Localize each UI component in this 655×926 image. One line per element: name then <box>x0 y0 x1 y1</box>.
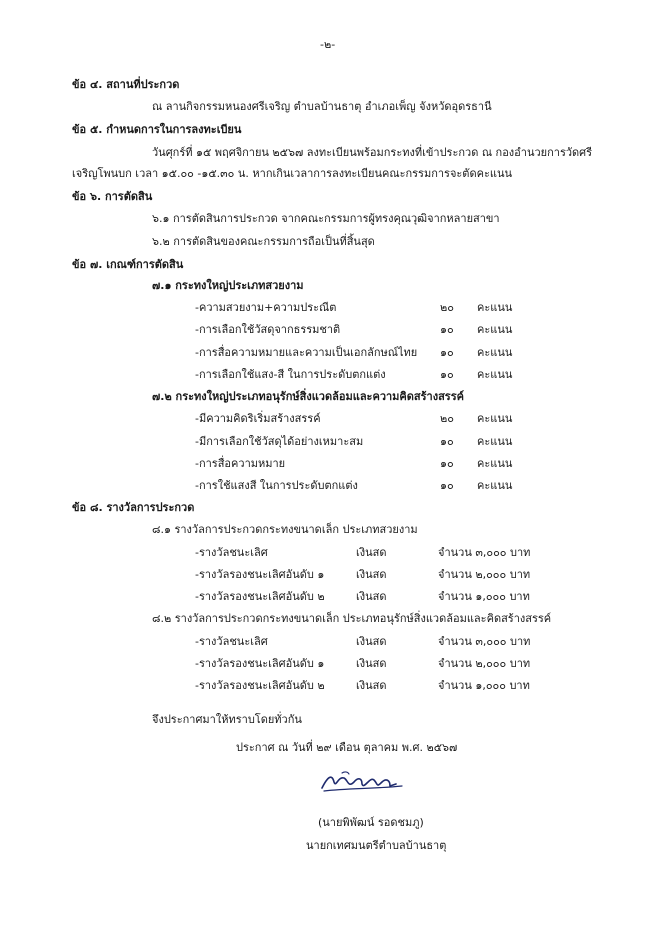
criteria-group-title: ๗.๒ กระทงใหญ่ประเภทอนุรักษ์สิ่งแวดล้อมและความคิดสร้างสรรค์ <box>152 390 464 403</box>
criteria-unit: คะแนน <box>477 435 513 448</box>
prize-type: เงินสด <box>356 590 387 603</box>
prize-type: เงินสด <box>356 546 387 559</box>
section-4-heading: ข้อ ๔. สถานที่ประกวด <box>72 78 180 91</box>
page-number: -๒- <box>320 38 336 51</box>
signer-position: นายกเทศมนตรีตำบลบ้านธาตุ <box>306 839 447 852</box>
prize-label: -รางวัลชนะเลิศ <box>195 635 268 648</box>
criteria-score: ๑๐ <box>440 323 454 336</box>
prize-amount: จำนวน ๑,๐๐๐ บาท <box>438 590 530 603</box>
section-8-heading: ข้อ ๘. รางวัลการประกวด <box>72 501 195 514</box>
criteria-label: -การเลือกใช้แสง-สี ในการประดับตกแต่ง <box>195 368 386 381</box>
criteria-unit: คะแนน <box>477 346 513 359</box>
prize-label: -รางวัลรองชนะเลิศอันดับ ๑ <box>195 657 325 670</box>
signer-name: (นายพิพัฒน์ รอดชมภู) <box>318 816 424 829</box>
criteria-unit: คะแนน <box>477 301 513 314</box>
section-5-line-2: เจริญโพนบก เวลา ๑๕.๐๐ -๑๕.๓๐ น. หากเกินเวลาการลงทะเบียนคณะกรรมการจะตัดคะแนน <box>72 167 512 180</box>
criteria-label: -การใช้แสงสี ในการประดับตกแต่ง <box>195 479 358 492</box>
criteria-unit: คะแนน <box>477 457 513 470</box>
prize-type: เงินสด <box>356 679 387 692</box>
prize-amount: จำนวน ๒,๐๐๐ บาท <box>438 568 531 581</box>
criteria-score: ๑๐ <box>440 457 454 470</box>
prize-label: -รางวัลรองชนะเลิศอันดับ ๒ <box>195 679 325 692</box>
criteria-group-title: ๗.๑ กระทงใหญ่ประเภทสวยงาม <box>152 279 304 292</box>
criteria-score: ๑๐ <box>440 479 454 492</box>
section-5-heading: ข้อ ๕. กำหนดการในการลงทะเบียน <box>72 123 242 136</box>
criteria-label: -การเลือกใช้วัสดุจากธรรมชาติ <box>195 323 341 336</box>
section-7-heading: ข้อ ๗. เกณฑ์การตัดสิน <box>72 258 184 271</box>
criteria-unit: คะแนน <box>477 323 513 336</box>
criteria-unit: คะแนน <box>477 412 513 425</box>
section-6-item: ๖.๑ การตัดสินการประกวด จากคณะกรรมการผู้ทรงคุณวุฒิจากหลายสาขา <box>152 212 500 225</box>
criteria-label: -มีความคิดริเริ่มสร้างสรรค์ <box>195 412 321 425</box>
prize-amount: จำนวน ๓,๐๐๐ บาท <box>438 546 531 559</box>
signature-image <box>318 768 408 794</box>
prize-group-title: ๘.๑ รางวัลการประกวดกระทงขนาดเล็ก ประเภทสวยงาม <box>152 523 418 536</box>
prize-label: -รางวัลรองชนะเลิศอันดับ ๒ <box>195 590 325 603</box>
prize-type: เงินสด <box>356 568 387 581</box>
criteria-label: -มีการเลือกใช้วัสดุได้อย่างเหมาะสม <box>195 435 364 448</box>
section-4-text: ณ ลานกิจกรรมหนองศรีเจริญ ตำบลบ้านธาตุ อำเภอเพ็ญ จังหวัดอุดรธานี <box>152 100 492 113</box>
prize-type: เงินสด <box>356 657 387 670</box>
criteria-score: ๑๐ <box>440 435 454 448</box>
criteria-unit: คะแนน <box>477 368 513 381</box>
criteria-score: ๒๐ <box>440 412 454 425</box>
section-6-heading: ข้อ ๖. การตัดสิน <box>72 190 153 203</box>
criteria-label: -ความสวยงาม+ความประณีต <box>195 301 337 314</box>
criteria-label: -การสื่อความหมาย <box>195 457 286 470</box>
section-6-item: ๖.๒ การตัดสินของคณะกรรมการถือเป็นที่สิ้นสุด <box>152 235 375 248</box>
criteria-score: ๑๐ <box>440 346 454 359</box>
prize-group-title: ๘.๒ รางวัลการประกวดกระทงขนาดเล็ก ประเภทอนุรักษ์สิ่งแวดล้อมและคิดสร้างสรรค์ <box>152 612 552 625</box>
prize-amount: จำนวน ๓,๐๐๐ บาท <box>438 635 531 648</box>
prize-label: -รางวัลรองชนะเลิศอันดับ ๑ <box>195 568 325 581</box>
announcement-date: ประกาศ ณ วันที่ ๒๙ เดือน ตุลาคม พ.ศ. ๒๕๖๗ <box>236 741 458 754</box>
prize-amount: จำนวน ๑,๐๐๐ บาท <box>438 679 530 692</box>
closing-statement: จึงประกาศมาให้ทราบโดยทั่วกัน <box>152 713 302 726</box>
criteria-unit: คะแนน <box>477 479 513 492</box>
prize-amount: จำนวน ๒,๐๐๐ บาท <box>438 657 531 670</box>
prize-type: เงินสด <box>356 635 387 648</box>
criteria-score: ๑๐ <box>440 368 454 381</box>
prize-label: -รางวัลชนะเลิศ <box>195 546 268 559</box>
section-5-line-1: วันศุกร์ที่ ๑๕ พฤศจิกายน ๒๕๖๗ ลงทะเบียนพร้อมกระทงที่เข้าประกวด ณ กองอำนวยการวัดศรี <box>152 146 593 159</box>
criteria-score: ๒๐ <box>440 301 454 314</box>
criteria-label: -การสื่อความหมายและความเป็นเอกลักษณ์ไทย <box>195 346 418 359</box>
